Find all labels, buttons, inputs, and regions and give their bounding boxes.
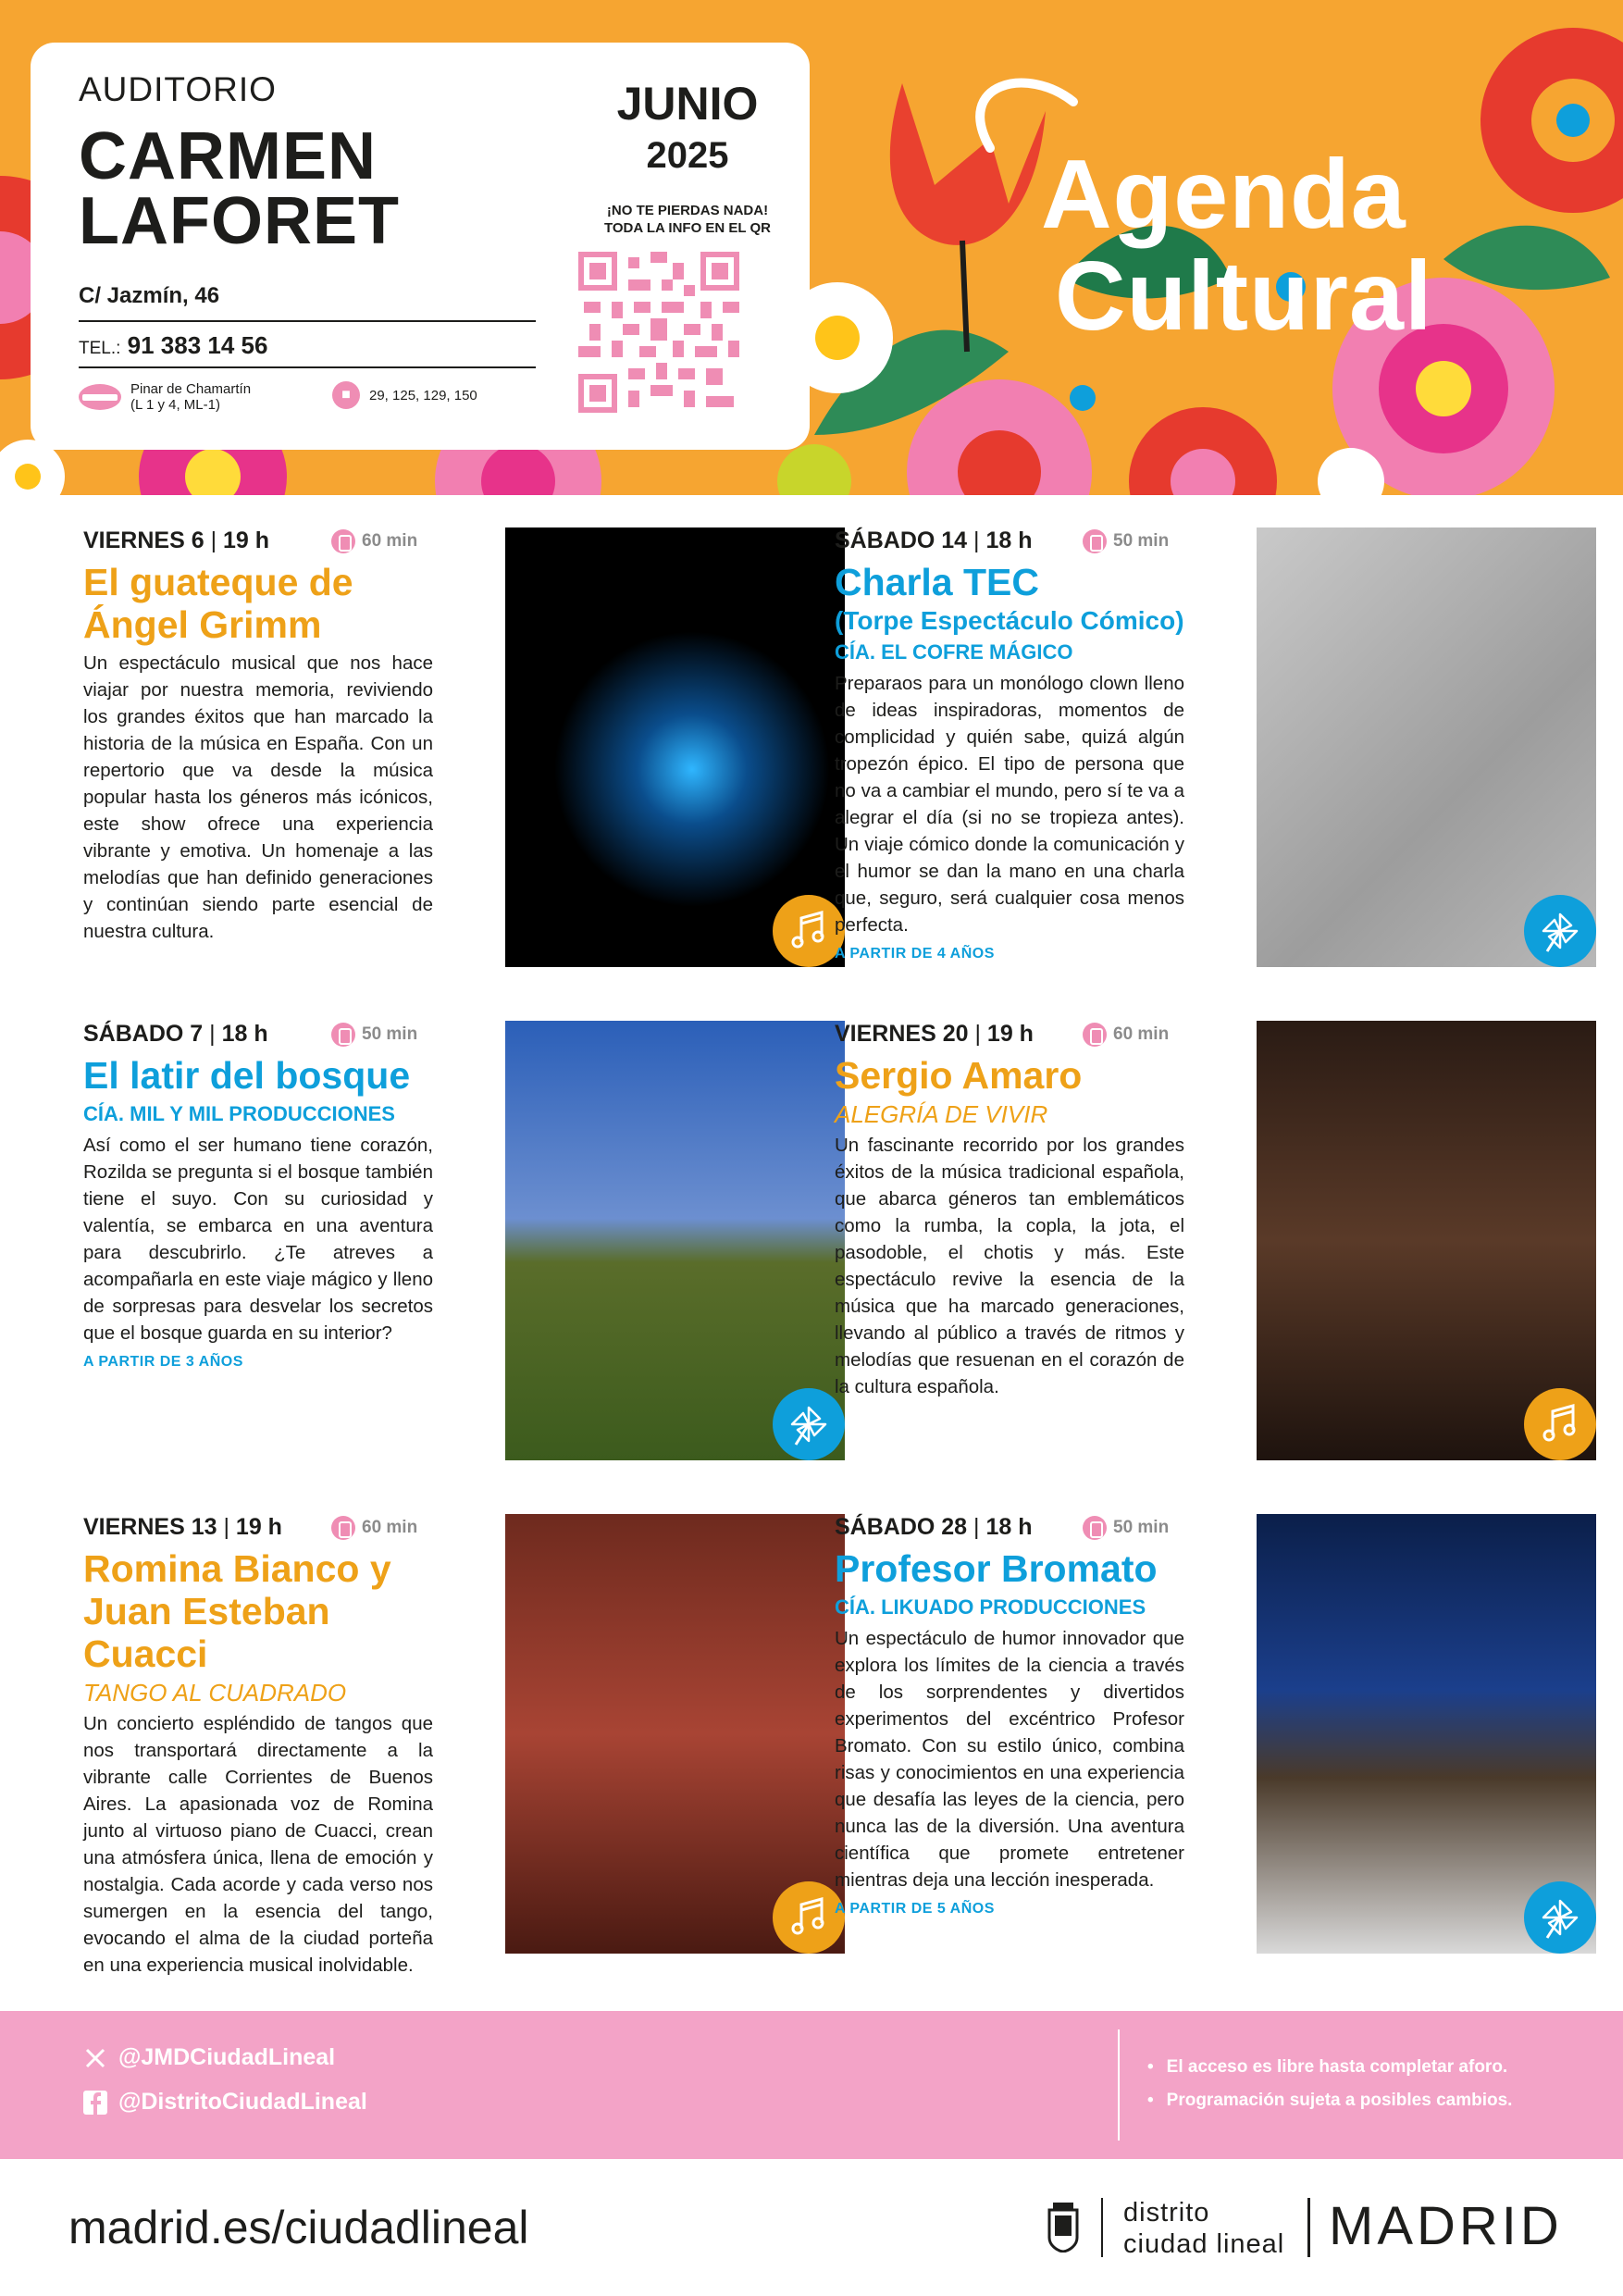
twitter-link[interactable]: @JMDCiudadLineal <box>83 2044 335 2071</box>
event-photo <box>1257 527 1596 967</box>
event-age: A PARTIR DE 3 AÑOS <box>83 1354 243 1370</box>
venue-address: C/ Jazmín, 46 <box>79 283 220 308</box>
event-description: Preparaos para un monólogo clown lleno de ideas inspiradoras, momentos de complicidad y quién sabe, quizá algún tropezón épico. El tipo de persona que no va a cambiar el mundo, pero sí te va a alegrar el día (si no se tropieza antes). Un viaje cómico donde la comunicación y el humor se dan la mano en una charla que, seguro, será cualquier cosa menos perfecta. <box>835 673 1184 936</box>
divider <box>79 320 536 322</box>
music-icon <box>1524 1388 1596 1460</box>
event-card <box>835 1021 1566 1460</box>
clock-icon <box>1083 1516 1107 1540</box>
access-note: • El acceso es libre hasta completar aforo. <box>1147 2057 1508 2077</box>
clock-icon <box>331 1023 355 1047</box>
qr-note: ¡NO TE PIERDAS NADA! TODA LA INFO EN EL QR <box>603 203 771 236</box>
event-card <box>83 1514 814 1976</box>
event-card <box>83 1021 814 1460</box>
facebook-link[interactable]: @DistritoCiudadLineal <box>83 2089 367 2116</box>
event-duration: 60 min <box>331 529 417 553</box>
divider <box>79 366 536 368</box>
venue-name: CARMEN LAFORET <box>79 119 400 258</box>
bus-icon: ■ <box>332 381 360 409</box>
event-card <box>835 1514 1566 1954</box>
qr-code[interactable] <box>578 252 739 413</box>
month: JUNIO <box>616 78 759 130</box>
event-duration: 50 min <box>1083 1516 1169 1540</box>
venue-label: AUDITORIO <box>79 70 277 108</box>
website-link[interactable]: madrid.es/ciudadlineal <box>68 2202 529 2253</box>
event-description: Un espectáculo musical que nos hace viajar por nuestra memoria, reviviendo los grandes éxitos que han marcado la historia de la música en España. Con un repertorio que va desde la música popular hasta los géneros más icónicos, este show ofrece una experiencia vibrante y emotiva. Un homenaje a las melodías que han definido generaciones y continúan siendo parte esencial de nuestra cultura. <box>83 652 433 942</box>
info-bar <box>0 2011 1623 2159</box>
event-date: SÁBADO 7 | 18 h <box>83 1021 268 1047</box>
bus-info: ■ 29, 125, 129, 150 <box>332 381 477 409</box>
event-description: Un concierto espléndido de tangos que nos transportará directamente a la vibrante calle Corrientes de Buenos Aires. La apasionada voz de Romina junto al virtuoso piano de Cuacci, crean una atmósfera única, llena de emoción y nostalgia. Cada acorde y cada verso nos sumergen en la esencia del tango, evocando el alma de la ciudad porteña en una experiencia musical inolvidable. <box>83 1713 433 1976</box>
event-duration: 60 min <box>1083 1023 1169 1047</box>
event-date: SÁBADO 28 | 18 h <box>835 1514 1033 1540</box>
event-description: Un fascinante recorrido por los grandes éxitos de la música tradicional española, que abarca géneros tan emblemáticos como la rumba, la copla, la jota, el pasodoble, el chotis y más. Este espectáculo revive la esencia de la música que ha marcado generaciones, llevando al público a través de ritmos y melodías que resuenan en el corazón de la cultura española. <box>835 1135 1184 1397</box>
event-company: CÍA. EL COFRE MÁGICO <box>835 640 1073 664</box>
event-photo <box>505 1021 845 1460</box>
pinwheel-icon <box>1524 895 1596 967</box>
event-duration: 50 min <box>1083 529 1169 553</box>
clock-icon <box>331 1516 355 1540</box>
event-info <box>835 527 1184 962</box>
event-company: TANGO AL CUADRADO <box>83 1679 347 1706</box>
event-subtitle: (Torpe Espectáculo Cómico) <box>835 606 1184 635</box>
event-age: A PARTIR DE 5 AÑOS <box>835 1901 995 1917</box>
event-title: Romina Bianco y Juan Esteban Cuacci <box>83 1547 391 1675</box>
event-company: CÍA. LIKUADO PRODUCCIONES <box>835 1595 1146 1619</box>
event-info <box>835 1021 1184 1400</box>
event-photo <box>1257 1514 1596 1954</box>
event-title: Sergio Amaro <box>835 1054 1083 1097</box>
metro-info: Pinar de Chamartín (L 1 y 4, ML-1) <box>79 381 251 413</box>
event-description: Un espectáculo de humor innovador que explora los límites de la ciencia a través de los sorprendentes y divertidos experimentos del excéntrico Profesor Bromato. Con su estilo único, combina risas y conocimientos en una experiencia que desafía las leyes de la ciencia, pero nunca las de la diversión. Una aventura científica que promete entretener mientras deja una lección inesperada. <box>835 1628 1184 1891</box>
metro-icon <box>79 384 121 410</box>
year: 2025 <box>646 135 729 176</box>
clock-icon <box>1083 1023 1107 1047</box>
event-date: VIERNES 13 | 19 h <box>83 1514 282 1540</box>
divider <box>1101 2198 1103 2257</box>
event-info <box>83 1021 433 1371</box>
district-name: distrito ciudad lineal <box>1123 2198 1285 2259</box>
event-card <box>83 527 814 967</box>
event-info <box>83 527 433 945</box>
venue-phone: TEL.: 91 383 14 56 <box>79 331 268 359</box>
event-description: Así como el ser humano tiene corazón, Rozilda se pregunta si el bosque también tiene el suyo. Con su curiosidad y valentía, se embarca en una aventura para descubrirlo. ¿Te atreves a acompañarla en este viaje mágico y lleno de sorpresas para desvelar los secretos que el bosque guarda en su interior? <box>83 1135 433 1344</box>
event-age: A PARTIR DE 4 AÑOS <box>835 946 995 962</box>
event-date: VIERNES 6 | 19 h <box>83 527 270 553</box>
facebook-icon <box>83 2091 107 2115</box>
x-icon <box>83 2046 107 2070</box>
event-info <box>835 1514 1184 1917</box>
clock-icon <box>1083 529 1107 553</box>
changes-note: • Programación sujeta a posibles cambios. <box>1147 2091 1513 2110</box>
event-title: Profesor Bromato <box>835 1547 1158 1590</box>
divider <box>1118 2029 1120 2141</box>
madrid-logo: MADRID <box>1329 2196 1563 2256</box>
event-title: El guateque de Ángel Grimm <box>83 561 353 646</box>
event-date: SÁBADO 14 | 18 h <box>835 527 1033 553</box>
event-info <box>83 1514 433 1979</box>
venue-card <box>31 43 810 450</box>
event-company: ALEGRÍA DE VIVIR <box>835 1100 1048 1128</box>
divider <box>1307 2198 1310 2257</box>
event-photo <box>1257 1021 1596 1460</box>
event-date: VIERNES 20 | 19 h <box>835 1021 1034 1047</box>
event-company: CÍA. MIL Y MIL PRODUCCIONES <box>83 1102 395 1125</box>
event-photo <box>505 1514 845 1954</box>
event-title: El latir del bosque <box>83 1054 411 1097</box>
event-photo <box>505 527 845 967</box>
agenda-cultural-logo: Agenda Cultural <box>1041 140 1433 351</box>
clock-icon <box>331 529 355 553</box>
pinwheel-icon <box>1524 1881 1596 1954</box>
madrid-coat-of-arms-icon <box>1046 2201 1081 2253</box>
event-title: Charla TEC <box>835 561 1039 603</box>
header-banner <box>0 0 1623 495</box>
event-card <box>835 527 1566 967</box>
event-duration: 60 min <box>331 1516 417 1540</box>
event-duration: 50 min <box>331 1023 417 1047</box>
